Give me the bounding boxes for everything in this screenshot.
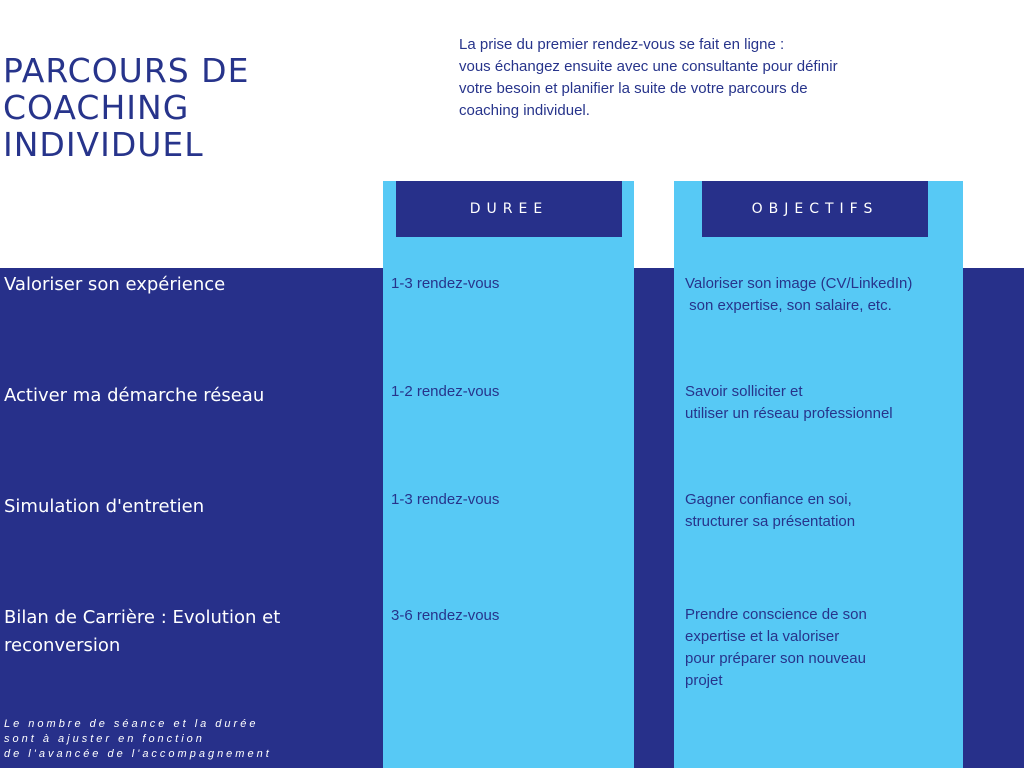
intro-line: votre besoin et planifier la suite de votre parcours de xyxy=(459,80,808,97)
objectifs-cell xyxy=(685,381,961,425)
objectifs-cell xyxy=(685,273,961,317)
objectifs-line: expertise et la valoriser xyxy=(685,628,840,645)
row-label xyxy=(4,382,376,410)
row-label-line: Simulation d'entretien xyxy=(4,496,205,517)
objectifs-cell xyxy=(685,489,961,533)
page-title-line: INDIVIDUEL xyxy=(3,125,204,164)
objectifs-line: Valoriser son image (CV/LinkedIn) xyxy=(685,275,913,292)
objectifs-line: projet xyxy=(685,672,723,689)
row-label xyxy=(4,271,376,299)
intro-line: vous échangez ensuite avec une consultante pour définir xyxy=(459,58,838,75)
row-label-line: reconversion xyxy=(4,635,121,656)
footnote-line: de l'avancée de l'accompagnement xyxy=(4,748,272,760)
objectifs-line: Savoir solliciter et xyxy=(685,383,803,400)
intro-line: La prise du premier rendez-vous se fait en ligne : xyxy=(459,36,785,53)
row-label-line: Activer ma démarche réseau xyxy=(4,385,265,406)
objectifs-line: son expertise, son salaire, etc. xyxy=(685,297,892,314)
objectifs-line: Gagner confiance en soi, xyxy=(685,491,852,508)
duree-column xyxy=(383,181,634,768)
footnote xyxy=(4,717,272,762)
objectifs-line: Prendre conscience de son xyxy=(685,606,867,623)
objectifs-line: structurer sa présentation xyxy=(685,513,856,530)
intro-line: coaching individuel. xyxy=(459,102,590,119)
duree-column-header: DUREE xyxy=(396,181,622,237)
intro-paragraph xyxy=(459,34,959,122)
footnote-line: sont à ajuster en fonction xyxy=(4,733,205,745)
objectifs-cell xyxy=(685,604,961,692)
duree-cell: 1-3 rendez-vous xyxy=(391,275,500,292)
duree-cell: 1-2 rendez-vous xyxy=(391,383,500,400)
page-title xyxy=(3,52,249,163)
page-title-line: PARCOURS DE xyxy=(3,51,250,90)
duree-cell: 3-6 rendez-vous xyxy=(391,607,500,624)
page-title-line: COACHING xyxy=(3,88,190,127)
row-label xyxy=(4,604,376,660)
footnote-line: Le nombre de séance et la durée xyxy=(4,718,259,730)
row-label-line: Bilan de Carrière : Evolution et xyxy=(4,607,281,628)
objectifs-line: pour préparer son nouveau xyxy=(685,650,866,667)
row-label xyxy=(4,493,376,521)
objectifs-column-header: OBJECTIFS xyxy=(702,181,928,237)
duree-cell: 1-3 rendez-vous xyxy=(391,491,500,508)
row-label-line: Valoriser son expérience xyxy=(4,274,226,295)
objectifs-line: utiliser un réseau professionnel xyxy=(685,405,893,422)
